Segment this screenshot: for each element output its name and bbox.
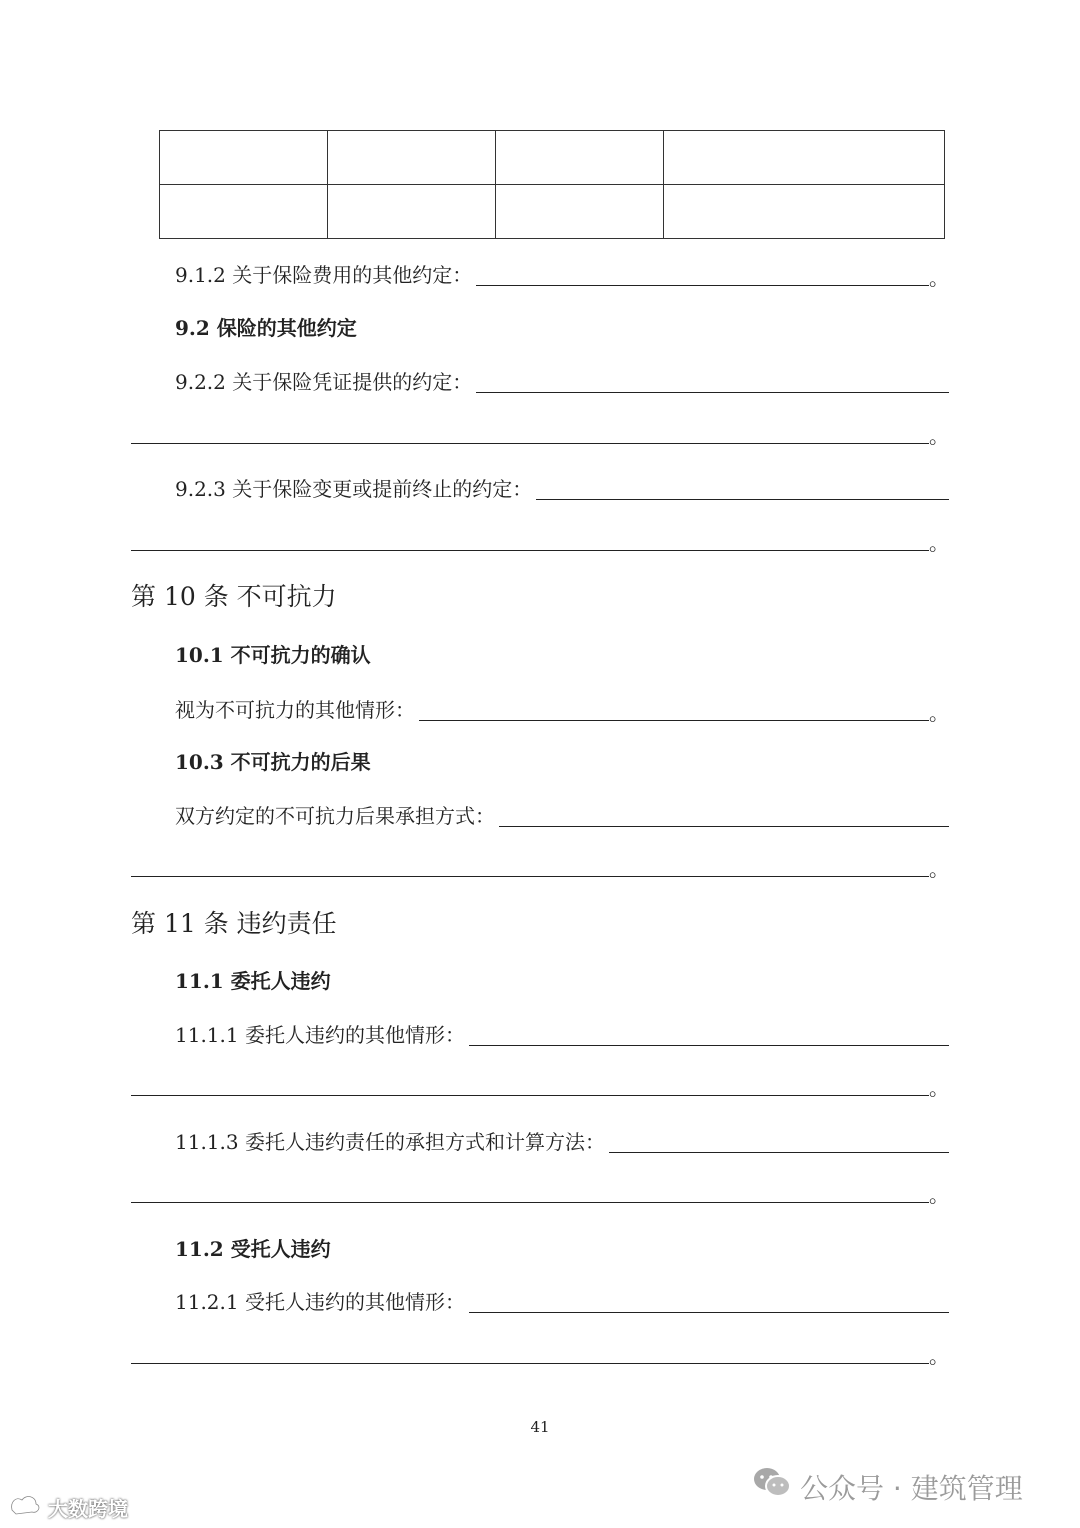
period: 。 — [929, 1183, 949, 1207]
table-cell — [664, 131, 945, 185]
article-heading-11: 第 11 条 违约责任 — [131, 909, 337, 938]
clause-label: 双方约定的不可抗力后果承担方式： — [175, 804, 495, 828]
clause-label: 11.1.3 委托人违约责任的承担方式和计算方法： — [175, 1130, 605, 1154]
section-heading-10-3: 10.3 不可抗力的后果 — [175, 750, 371, 774]
table-row — [160, 185, 945, 239]
article-heading-10: 第 10 条 不可抗力 — [131, 582, 337, 611]
table-cell — [496, 131, 664, 185]
table-cell — [160, 185, 328, 239]
fill-blank[interactable] — [131, 1095, 929, 1096]
fill-blank[interactable] — [131, 443, 929, 444]
watermark-brand — [8, 1492, 128, 1523]
section-heading-11-1: 11.1 委托人违约 — [175, 969, 331, 993]
clause-10-1 — [175, 697, 949, 723]
fill-blank[interactable] — [476, 392, 949, 393]
fill-blank[interactable] — [131, 1363, 929, 1364]
period: 。 — [929, 531, 949, 555]
clause-label: 视为不可抗力的其他情形： — [175, 698, 415, 722]
fill-blank[interactable] — [469, 1045, 949, 1046]
clause-11-1-3 — [175, 1129, 949, 1155]
table-cell — [496, 185, 664, 239]
period: 。 — [929, 701, 949, 725]
clause-11-1-1 — [175, 1022, 949, 1048]
continuation-line — [131, 533, 949, 553]
continuation-line — [131, 859, 949, 879]
table-cell — [664, 185, 945, 239]
period: 。 — [929, 857, 949, 881]
fill-table — [159, 130, 945, 239]
fill-blank[interactable] — [536, 499, 949, 500]
fill-blank[interactable] — [131, 876, 929, 877]
clause-9-2-3 — [175, 476, 949, 502]
fill-blank[interactable] — [476, 285, 929, 286]
section-heading-10-1: 10.1 不可抗力的确认 — [175, 643, 371, 667]
table-row — [160, 131, 945, 185]
table-cell — [328, 185, 496, 239]
fill-blank[interactable] — [131, 1202, 929, 1203]
period: 。 — [929, 1076, 949, 1100]
brand-logo-icon — [8, 1492, 42, 1523]
clause-11-2-1 — [175, 1289, 949, 1315]
period: 。 — [929, 424, 949, 448]
clause-9-1-2 — [175, 262, 949, 288]
table-cell — [160, 131, 328, 185]
continuation-line — [131, 1078, 949, 1098]
watermark-text: 公众号 · 建筑管理 — [800, 1471, 1023, 1505]
section-heading-11-2: 11.2 受托人违约 — [175, 1237, 331, 1261]
fill-blank[interactable] — [419, 720, 929, 721]
fill-blank[interactable] — [469, 1312, 949, 1313]
clause-label: 11.1.1 委托人违约的其他情形： — [175, 1023, 465, 1047]
clause-label: 11.2.1 受托人违约的其他情形： — [175, 1290, 465, 1314]
period: 。 — [929, 266, 949, 290]
clause-label: 9.2.2 关于保险凭证提供的约定： — [175, 370, 473, 394]
fill-blank[interactable] — [609, 1152, 949, 1153]
continuation-line — [131, 426, 949, 446]
watermark-wechat — [752, 1466, 1023, 1507]
section-heading-9-2: 9.2 保险的其他约定 — [175, 316, 357, 340]
clause-label: 9.2.3 关于保险变更或提前终止的约定： — [175, 477, 533, 501]
continuation-line — [131, 1185, 949, 1205]
period: 。 — [929, 1344, 949, 1368]
wechat-icon — [752, 1466, 792, 1507]
fill-blank[interactable] — [499, 826, 949, 827]
fill-blank[interactable] — [131, 550, 929, 551]
watermark-brand-text: 大数跨境 — [48, 1497, 128, 1521]
continuation-line — [131, 1346, 949, 1366]
clause-label: 9.1.2 关于保险费用的其他约定： — [175, 263, 473, 287]
clause-10-3 — [175, 803, 949, 829]
page-number: 41 — [530, 1418, 550, 1436]
clause-9-2-2 — [175, 369, 949, 395]
table-cell — [328, 131, 496, 185]
